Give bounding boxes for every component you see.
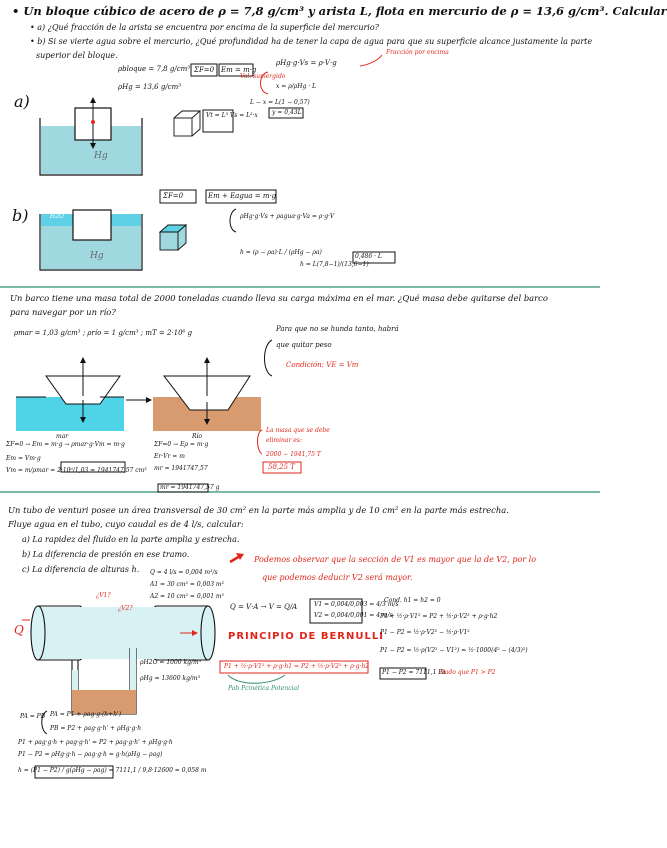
eq-a4: L − x = L(1 − 0,57) <box>250 99 310 106</box>
bernoulli-heading: PRINCIPIO DE BERNULLI <box>228 631 384 642</box>
problem3-item-c: c) La diferencia de alturas h. <box>22 565 140 574</box>
c-eq5: P1 − P2 = ρHg·g·h − ρag·g·h = g·h(ρHg − ρag) <box>18 751 163 758</box>
p3-data-q: Q = 4 l/s = 0,004 m³/s <box>150 569 218 576</box>
problem1-part-a: • a) ¿Qué fracción de la arista se encuentra por encima de la superficie del mercurio? <box>30 23 379 32</box>
red-calc: 2000 − 1941,75 T <box>266 451 321 458</box>
problem2-data: ρmar = 1,03 g/cm³ ; ρrío = 1 g/cm³ ; mT = 2·10⁶ g <box>14 329 193 337</box>
eq-b3: h = (ρ − ρa)·L / (ρHg − ρa) <box>240 249 322 256</box>
eq-b1: Em + Eagua = m·g <box>208 192 277 200</box>
p3-data-a1: A1 = 30 cm² = 0,003 m² <box>150 581 225 588</box>
c-eq1: PA = PB <box>20 713 46 720</box>
problem3-title: Un tubo de venturi posee un área transversal de 30 cm² en la parte más amplia y de 10 cm² en la parte más estrecha. <box>8 505 509 515</box>
p2-eq1: ΣF=0 → Em = m·g → ρmar·g·Vm = m·g <box>6 441 125 448</box>
bernoulli-equation: P1 + ½·ρ·V1² + ρ·g·h1 = P2 + ½·ρ·V2² + ρ·g·h2 <box>224 663 370 670</box>
red-result: 58,25 T <box>268 463 295 471</box>
rho-block: ρbloque = 7,8 g/cm³ <box>118 65 191 73</box>
sum-forces-a: ΣF=0 <box>194 66 215 74</box>
cube-sketch-a <box>174 111 200 136</box>
p2-eq5: Er·Vr = m <box>154 453 185 460</box>
red-observation-1: Podemos observar que la sección de V1 es mayor que la de V2, por lo <box>254 555 537 564</box>
condition-heights: Cond. h1 = h2 = 0 <box>384 597 441 604</box>
p2-eq4: ΣF=0 → Eρ = m·g <box>154 441 209 448</box>
label-v2: ¿V2? <box>118 605 133 612</box>
note-remove-1: Para que no se hunda tanto, habrá <box>276 325 399 333</box>
p2-eq3: Vm = m/ρmar = 2·10⁶/1,03 = 1941747,57 cm³ <box>6 467 147 474</box>
cube-sketch-b <box>160 225 186 250</box>
mercury-container-a <box>40 97 142 175</box>
bernoulli-step1: P1 + ½·ρ·V1² = P2 + ½·ρ·V2² + ρ·g·h2 <box>380 613 498 620</box>
label-flow-q: Q <box>14 623 24 637</box>
ans-v1: V1 = 0,004/0,003 = 4/3 m/s <box>314 601 399 608</box>
problem3-item-a: a) La rapidez del fluido en la parte amplia y estrecha. <box>22 535 240 544</box>
note-remove-2: que quitar peso <box>276 341 332 349</box>
c-eq3: PB = P2 + ρag·g·h' + ρHg·g·h <box>50 725 142 732</box>
label-part-a: a) <box>14 92 30 111</box>
sum-forces-b: ΣF=0 <box>163 192 184 200</box>
bernoulli-labels: Pab Pcinética Potencial <box>228 685 300 692</box>
problem3-title-cont: Fluye agua en el tubo, cuyo caudal es de 4 l/s, calcular: <box>8 519 244 529</box>
ans-v2: V2 = 0,004/0,001 = 4 m/s <box>314 612 393 619</box>
c-eq4: P1 + ρag·g·h + ρag·g·h' = P2 + ρag·g·h' + ρHg·g·h <box>18 739 173 746</box>
rho-mercury-3: ρHg = 13600 kg/m³ <box>140 675 201 682</box>
problem1-part-b-cont: superior del bloque. <box>36 51 118 60</box>
problem2-title: Un barco tiene una masa total de 2000 toneladas cuando lleva su carga máxima en el mar. ¿Qué masa debe quitarse del barco <box>10 293 548 303</box>
rho-mercury: ρHg = 13,6 g/cm³ <box>118 83 182 91</box>
bernoulli-step3: P1 − P2 = ½·ρ(V2² − V1²) = ½·1000(4² − (4/3)²) <box>380 647 528 654</box>
buoyancy-eq-a: Em = m·g <box>221 66 257 74</box>
problem1-title: • Un bloque cúbico de acero de ρ = 7,8 g/cm³ y arista L, flota en mercurio de ρ = 13,6 g/cm³. Calcular <box>12 4 667 18</box>
problem1-part-b: • b) Si se vierte agua sobre el mercurio, ¿Qué profundidad ha de tener la capa de agua para que su superficie alcance justamente la parte <box>30 37 593 46</box>
red-condition: Condición: VE = Vm <box>286 361 359 369</box>
label-hg-a: Hg <box>94 151 108 161</box>
eq-b5-result: 0,486 · L <box>355 253 382 260</box>
rho-water: ρH2O = 1000 kg/m³ <box>140 659 202 666</box>
eq-b2: ρHg·g·Vs + ρagua·g·Va = ρ·g·V <box>240 213 335 220</box>
red-note-submerged: Vol. sumergido <box>240 73 286 80</box>
label-hg-b: Hg <box>90 251 104 261</box>
label-water-b: H2O <box>50 213 64 220</box>
label-sea: mar <box>56 433 69 440</box>
problem2-title-cont: para navegar por un río? <box>10 307 116 317</box>
eq-a3: x = ρ/ρHg · L <box>276 83 317 90</box>
c-eq2: PA = P1 + ρag·g·(h+h') <box>50 711 122 718</box>
problem3-item-b: b) La diferencia de presión en ese tramo. <box>22 550 190 559</box>
ship-river <box>153 357 261 431</box>
ans-a: Q = V·A → V = Q/A <box>230 603 298 611</box>
eq-a5: y = 0,43L <box>272 109 302 116</box>
eq-b4: h = L(7,8−1)/(13,6−1) <box>300 261 369 268</box>
label-part-b: b) <box>12 206 29 225</box>
red-conclusion: Dado que P1 > P2 <box>440 669 496 676</box>
p2-eq2: Em = Vm·g <box>6 455 41 462</box>
eq-a1: ρHg·g·Vs = ρ·V·g <box>276 59 337 67</box>
red-note-fraction: Fracción por encima <box>386 49 449 56</box>
c-eq6: h = (P1 − P2) / g(ρHg − ρag) = 7111,1 / 9,8·12600 = 0,058 m <box>18 767 207 774</box>
ship-sea <box>16 357 124 431</box>
p2-eq7: mr = 1941747,57 g <box>160 484 220 491</box>
p3-data-a2: A2 = 10 cm² = 0,001 m² <box>150 593 225 600</box>
red-observation-2: que podemos deducir V2 será mayor. <box>262 573 413 582</box>
red-note-mass-2: eliminar es: <box>266 437 302 444</box>
red-note-mass-1: La masa que se debe <box>266 427 330 434</box>
bernoulli-step2: P1 − P2 = ½·ρ·V2² − ½·ρ·V1² <box>380 629 470 636</box>
label-v1: ¿V1? <box>96 592 111 599</box>
bernoulli-result: P1 − P2 = 7111,1 Pa <box>382 669 446 676</box>
eq-a2: Vt = L³ Vs = L²·x <box>206 112 258 119</box>
p2-eq6: mr = 1941747,57 <box>154 465 208 472</box>
label-river: Río <box>192 433 203 440</box>
